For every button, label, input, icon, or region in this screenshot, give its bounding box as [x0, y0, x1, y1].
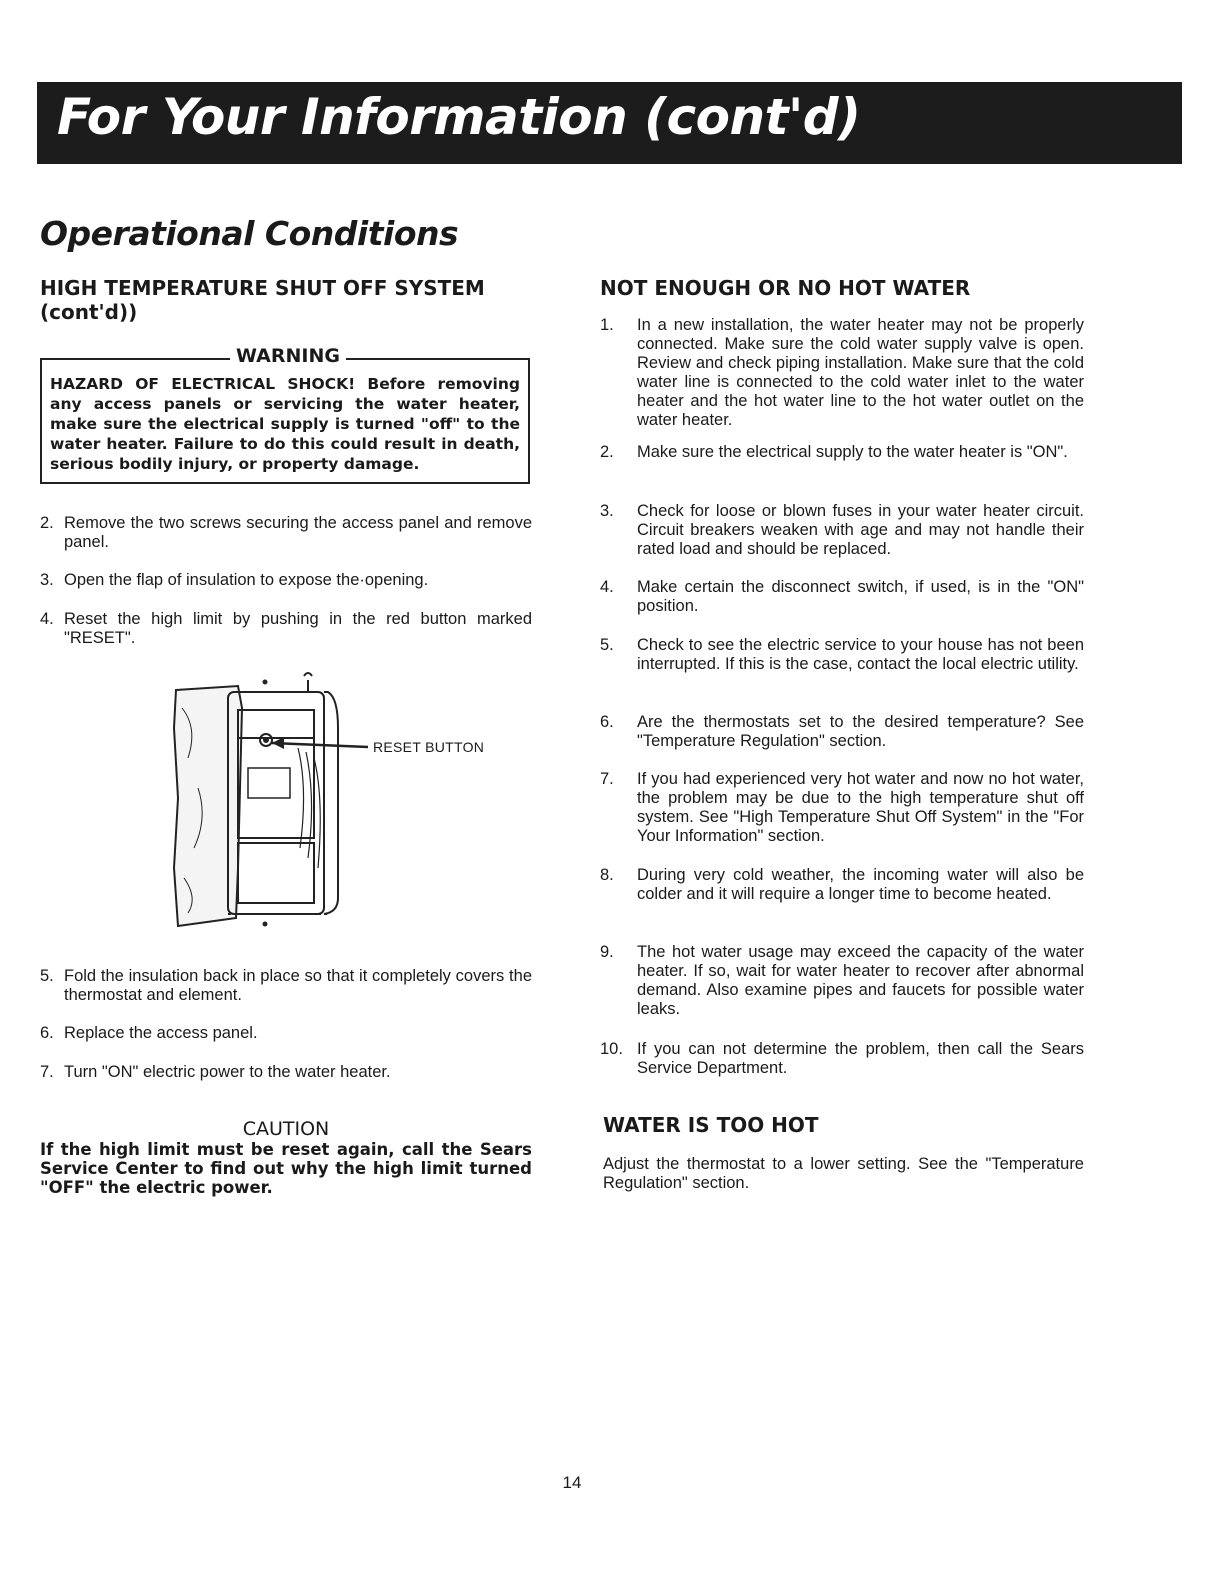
- left-heading-line1: HIGH TEMPERATURE SHUT OFF SYSTEM: [40, 276, 485, 300]
- left-heading-line2: (cont'd)): [40, 300, 138, 324]
- right-heading: NOT ENOUGH OR NO HOT WATER: [600, 276, 971, 300]
- page-number: 14: [562, 1473, 582, 1492]
- warning-title: WARNING: [230, 345, 346, 367]
- warning-rule-left: [42, 358, 232, 360]
- header-banner: [37, 82, 1182, 164]
- warning-rule-right: [344, 358, 528, 360]
- warning-box: [40, 345, 530, 484]
- water-too-hot-text: Adjust the thermostat to a lower setting. See the "Temperature Regulation" section.: [603, 1155, 1084, 1192]
- caution-text: If the high limit must be reset again, call the Sears Service Center to find out why the high limit turned "OFF" the electric power.: [40, 1140, 532, 1197]
- section-title: Operational Conditions: [40, 214, 459, 253]
- water-too-hot-heading: WATER IS TOO HOT: [603, 1113, 819, 1137]
- warning-text: HAZARD OF ELECTRICAL SHOCK! Before removing any access panels or servicing the water heater, make sure the electrical supply is turned "off" to the water heater. Failure to do this could result in death, serious bodily injury, or property damage.: [50, 375, 520, 473]
- left-column: [40, 276, 532, 324]
- water-heater-diagram: [168, 668, 498, 938]
- page-header-title: For Your Information (cont'd): [57, 88, 861, 146]
- reset-button-label: RESET BUTTON: [373, 739, 485, 755]
- right-column: [600, 276, 1084, 300]
- caution-title: CAUTION: [242, 1118, 330, 1140]
